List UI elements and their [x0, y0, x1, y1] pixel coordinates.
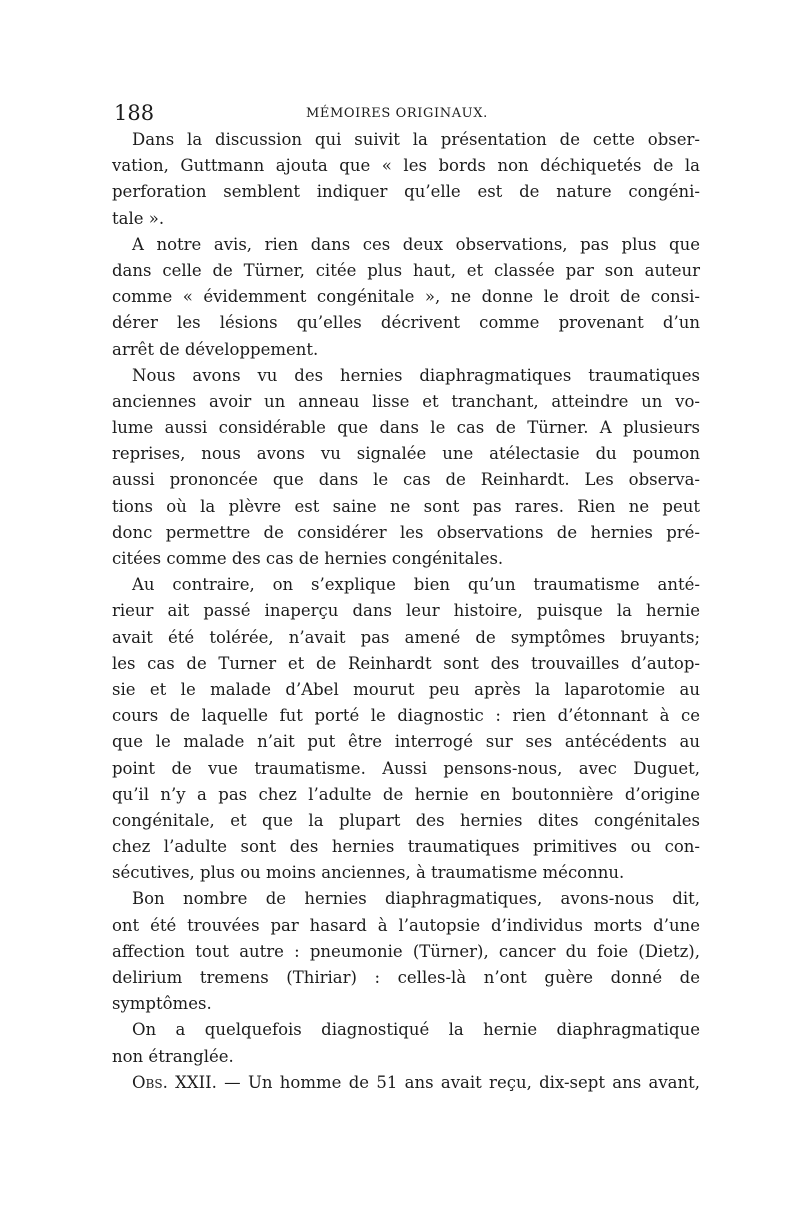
text-line: symptômes. [112, 994, 212, 1014]
text-line: affection tout autre : pneumonie (Türner), cancer du foie (Dietz), [112, 941, 700, 961]
text-line: avait été tolérée, n’avait pas amené de symptômes bruyants; [112, 627, 700, 647]
text-line: lume aussi considérable que dans le cas de Türner. A plusieurs [112, 418, 700, 438]
observation-text: — Un homme de 51 ans avait reçu, dix-sept ans avant, [216, 1072, 700, 1092]
observation-line [112, 1070, 700, 1096]
text-line: qu’il n’y a pas chez l’adulte de hernie en boutonnière d’origine [112, 784, 700, 804]
text-line: Nous avons vu des hernies diaphragmatiques traumatiques [132, 365, 700, 385]
text-line: delirium tremens (Thiriar) : celles-là n’ont guère donné de [112, 968, 700, 987]
text-line: dans celle de Türner, citée plus haut, et classée par son auteur [112, 260, 700, 280]
text-line: comme « évidemment congénitale », ne donne le droit de consi- [112, 287, 700, 307]
paragraph [112, 232, 700, 363]
text-line: ont été trouvées par hasard à l’autopsie d’individus morts d’une [112, 915, 700, 935]
text-line: anciennes avoir un anneau lisse et tranchant, atteindre un vo- [112, 391, 700, 411]
text-line: sécutives, plus ou moins anciennes, à traumatisme méconnu. [112, 863, 625, 883]
text-line: Dans la discussion qui suivit la présentation de cette obser- [132, 130, 700, 149]
body-text [112, 127, 700, 1096]
text-line: point de vue traumatisme. Aussi pensons-nous, avec Duguet, [112, 758, 700, 778]
text-line: congénitale, et que la plupart des hernies dites congénitales [112, 810, 700, 830]
observation-label: Obs. XXII. [132, 1072, 217, 1092]
text-line: vation, Guttmann ajouta que « les bords non déchiquetés de la [112, 156, 700, 176]
text-line: arrêt de développement. [112, 339, 319, 359]
text-line: tale ». [112, 208, 165, 228]
running-title: MÉMOIRES ORIGINAUX. [306, 106, 488, 121]
text-line: tions où la plèvre est saine ne sont pas rares. Rien ne peut [112, 496, 700, 516]
text-line: sie et le malade d’Abel mourut peu après la laparotomie au [112, 679, 700, 699]
text-line: reprises, nous avons vu signalée une atélectasie du poumon [112, 444, 700, 464]
text-line: perforation semblent indiquer qu’elle est de nature congéni- [112, 182, 700, 202]
paragraph [112, 363, 700, 573]
paragraph [112, 1017, 700, 1069]
text-line: Bon nombre de hernies diaphragmatiques, avons-nous dit, [132, 889, 700, 909]
text-line: On a quelquefois diagnostiqué la hernie diaphragmatique [132, 1020, 700, 1040]
page-header [114, 98, 694, 128]
text-line: chez l’adulte sont des hernies traumatiques primitives ou con- [112, 837, 700, 857]
paragraph [112, 886, 700, 1017]
text-line: citées comme des cas de hernies congénitales. [112, 549, 504, 568]
text-line: rieur ait passé inaperçu dans leur histoire, puisque la hernie [112, 601, 700, 621]
paragraph [112, 572, 700, 886]
text-line: les cas de Turner et de Reinhardt sont des trouvailles d’autop- [112, 653, 700, 673]
text-line: Au contraire, on s’explique bien qu’un traumatisme anté- [132, 575, 700, 595]
text-line: A notre avis, rien dans ces deux observations, pas plus que [132, 234, 700, 254]
text-line: dérer les lésions qu’elles décrivent comme provenant d’un [112, 313, 700, 333]
paragraph [112, 127, 700, 232]
text-line: que le malade n’ait put être interrogé sur ses antécédents au [112, 732, 700, 752]
text-line: cours de laquelle fut porté le diagnostic : rien d’étonnant à ce [112, 706, 700, 726]
text-line: donc permettre de considérer les observations de hernies pré- [112, 522, 700, 542]
observation-paragraph [112, 1070, 700, 1096]
text-line: non étranglée. [112, 1046, 234, 1066]
page-number: 188 [114, 101, 155, 125]
text-line: aussi prononcée que dans le cas de Reinhardt. Les observa- [112, 470, 700, 490]
